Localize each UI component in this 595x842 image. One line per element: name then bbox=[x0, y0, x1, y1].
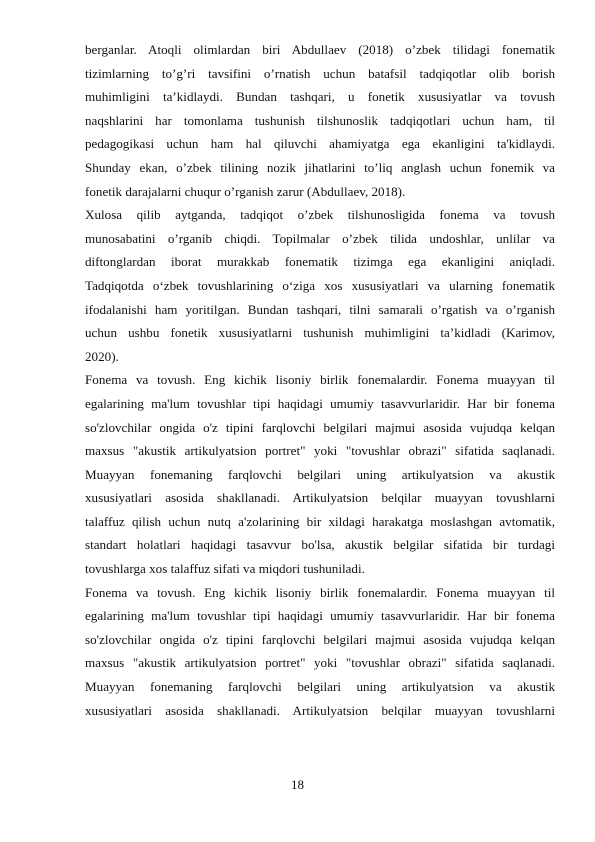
text-line: Muayyan fonemaning farqlovchi belgilari uning artikulyatsion va akustik bbox=[85, 466, 555, 482]
text-line: talaffuz qilish uchun nutq a'zolarining bir xildagi harakatga moslashgan avtomatik, bbox=[85, 513, 555, 529]
body-text bbox=[85, 38, 555, 722]
text-line: muhimligini ta’kidlaydi. Bundan tashqari, u fonetik xususiyatlar va tovush bbox=[85, 89, 555, 105]
text-line: diftonglardan iborat murakkab fonematik tizimga ega ekanligini aniqladi. bbox=[85, 254, 555, 270]
text-line: Tadqiqotda o‘zbek tovushlarining o‘ziga xos xususiyatlari va ularning fonematik bbox=[85, 277, 555, 293]
text-line: xususiyatlari asosida shakllanadi. Artikulyatsion belqilar muayyan tovushlarni bbox=[85, 490, 555, 506]
text-line: uchun ushbu fonetik xususiyatlarni tushunish muhimligini ta’kidladi (Karimov, bbox=[85, 325, 555, 341]
text-line: ifodalanishi ham yoritilgan. Bundan tashqari, tilni samarali o’rgatish va o’rganish bbox=[85, 301, 555, 317]
text-line: berganlar. Atoqli olimlardan biri Abdullaev (2018) o’zbek tilidagi fonematik bbox=[85, 42, 555, 57]
text-line: fonetik darajalarni chuqur o’rganish zarur (Abdullaev, 2018). bbox=[85, 183, 406, 199]
text-line: Fonema va tovush. Eng kichik lisoniy birlik fonemalardir. Fonema muayyan til bbox=[85, 584, 555, 600]
text-line: maxsus "akustik artikulyatsion portret" yoki "tovushlar obrazi" sifatida saqlanadi. bbox=[85, 443, 555, 459]
text-line: munosabatini o’rganib chiqdi. Topilmalar o’zbek tilida undoshlar, unlilar va bbox=[85, 230, 555, 246]
text-line: so'zlovchilar ongida o'z tipini farqlovchi belgilari majmui asosida vujudqa kelqan bbox=[85, 631, 555, 647]
text-line: 2020). bbox=[85, 348, 119, 364]
text-line: Shunday ekan, o’zbek tilining nozik jihatlarini to’liq anglash uchun fonemik va bbox=[85, 159, 555, 175]
text-line: Muayyan fonemaning farqlovchi belgilari uning artikulyatsion va akustik bbox=[85, 679, 555, 695]
text-line: naqshlarini har tomonlama tushunish tilshunoslik tadqiqotlari uchun ham, til bbox=[85, 112, 555, 128]
text-line: maxsus "akustik artikulyatsion portret" yoki "tovushlar obrazi" sifatida saqlanadi. bbox=[85, 655, 555, 671]
text-line: standart holatlari haqidagi tasavvur bo'lsa, akustik belgilar sifatida bir turdagi bbox=[85, 537, 555, 553]
text-line: so'zlovchilar ongida o'z tipini farqlovchi belgilari majmui asosida vujudqa kelqan bbox=[85, 419, 555, 435]
text-line: pedagogikasi uchun ham hal qiluvchi ahamiyatga ega ekanligini ta'kidlaydi. bbox=[85, 136, 555, 152]
page-number: 18 bbox=[291, 777, 304, 792]
text-line: Xulosa qilib aytganda, tadqiqot o’zbek tilshunosligida fonema va tovush bbox=[85, 207, 555, 223]
text-line: Fonema va tovush. Eng kichik lisoniy birlik fonemalardir. Fonema muayyan til bbox=[85, 372, 555, 388]
text-line: egalarining ma'lum tovushlar tipi haqidagi umumiy tasavvurlaridir. Har bir fonema bbox=[85, 608, 555, 624]
text-line: xususiyatlari asosida shakllanadi. Artikulyatsion belqilar muayyan tovushlarni bbox=[85, 702, 555, 718]
text-line: egalarining ma'lum tovushlar tipi haqidagi umumiy tasavvurlaridir. Har bir fonema bbox=[85, 395, 555, 411]
text-line: tovushlarga xos talaffuz sifati va miqdori tushuniladi. bbox=[85, 561, 365, 577]
text-line: tizimlarning to’g’ri tavsifini o’rnatish uchun batafsil tadqiqotlar olib borish bbox=[85, 65, 555, 81]
